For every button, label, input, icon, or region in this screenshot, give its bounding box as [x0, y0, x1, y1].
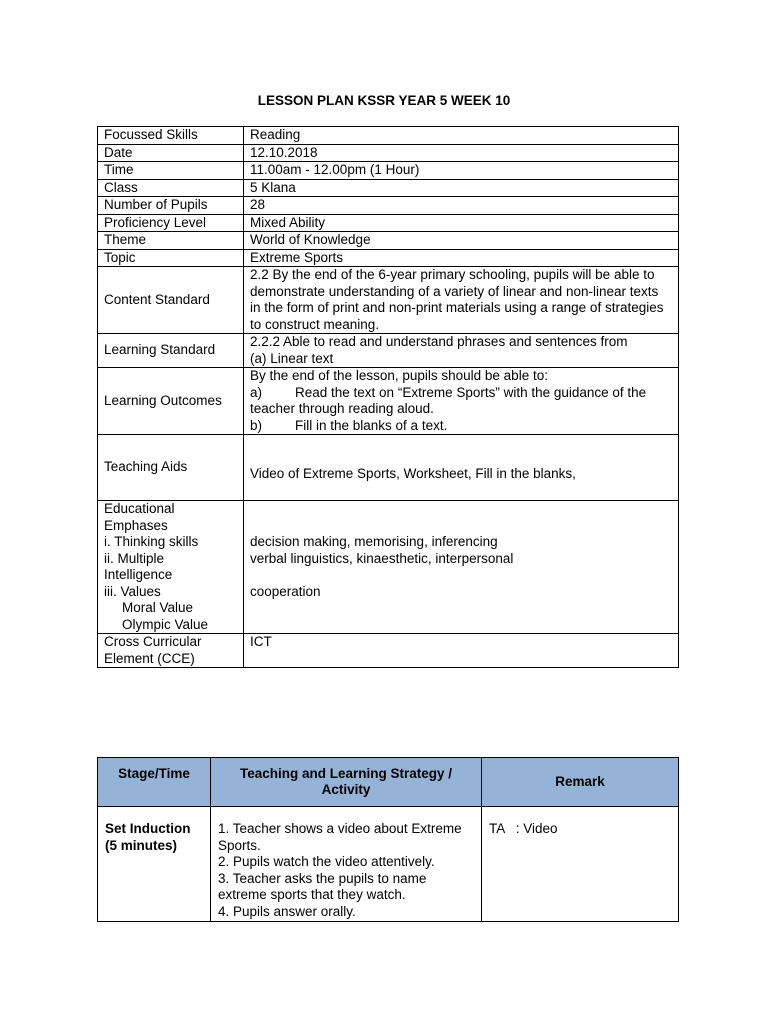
page-title: LESSON PLAN KSSR YEAR 5 WEEK 10 [257, 93, 511, 108]
table-row [98, 267, 679, 334]
text-line: Cross Curricular [104, 634, 202, 649]
table-row [98, 435, 679, 501]
table-row [98, 807, 679, 922]
table-row [98, 368, 679, 435]
remark-cell: TA : Video [482, 807, 679, 922]
table-row [98, 249, 679, 267]
list-item: 2. Pupils watch the video attentively. [218, 854, 435, 869]
list-marker: b) [250, 417, 263, 433]
cell-label: Theme [98, 232, 244, 250]
spacer [250, 567, 672, 584]
table-row [98, 197, 679, 215]
lesson-info-table [97, 126, 679, 668]
text-line: Moral Value [122, 600, 194, 615]
cell-label [98, 501, 244, 634]
header-stage: Stage/Time [98, 758, 211, 807]
text-line: 2.2.2 Able to read and understand phrases and sentences from [250, 334, 628, 349]
cell-label [98, 634, 244, 668]
cell-label: Time [98, 162, 244, 180]
cell-value: World of Knowledge [244, 232, 679, 250]
header-strategy: Teaching and Learning Strategy / Activity [211, 758, 482, 807]
list-item: 1. Teacher shows a video about Extreme Sports. [218, 821, 462, 853]
cell-label: Focussed Skills [98, 127, 244, 145]
text-line: By the end of the lesson, pupils should be able to: [250, 368, 548, 383]
text-line: ii. Multiple [104, 550, 165, 566]
cell-value: 28 [244, 197, 679, 215]
cell-value: Reading [244, 127, 679, 145]
table-row [98, 127, 679, 145]
header-remark: Remark [482, 758, 679, 807]
lesson-plan-table [97, 757, 679, 922]
cell-value [244, 501, 679, 634]
outcome-text: Fill in the blanks of a text. [295, 417, 448, 433]
cell-label: Learning Outcomes [98, 368, 244, 435]
cell-value [244, 334, 679, 368]
text-line: verbal linguistics, kinaesthetic, interpersonal [250, 550, 514, 566]
table-row [98, 144, 679, 162]
text-line: (a) Linear text [250, 350, 334, 366]
text-line: Set Induction [105, 821, 191, 836]
table-row [98, 334, 679, 368]
cell-value: 2.2 By the end of the 6-year primary schooling, pupils will be able to demonstrate understanding of a variety of linear and non-linear texts in the form of print and non-print materials using a range of strategies to construct meaning. [244, 267, 679, 334]
cell-label: Number of Pupils [98, 197, 244, 215]
cell-value: Extreme Sports [244, 249, 679, 267]
table-row [98, 634, 679, 668]
list-item: 3. Teacher asks the pupils to name extreme sports that they watch. [218, 870, 427, 902]
cell-label: Class [98, 179, 244, 197]
text-line: (5 minutes) [105, 837, 178, 853]
cell-label: Learning Standard [98, 334, 244, 368]
cell-label: Content Standard [98, 267, 244, 334]
text-line: cooperation [250, 583, 321, 599]
cell-label: Teaching Aids [98, 435, 244, 501]
cell-value: 5 Klana [244, 179, 679, 197]
cell-value: Mixed Ability [244, 214, 679, 232]
list-item: 4. Pupils answer orally. [218, 903, 356, 919]
table-row [98, 179, 679, 197]
outcome-b [250, 418, 672, 435]
cell-value: ICT [244, 634, 679, 668]
table-row [98, 214, 679, 232]
cell-label: Date [98, 144, 244, 162]
cell-label: Proficiency Level [98, 214, 244, 232]
cell-value [244, 368, 679, 435]
stage-cell [98, 807, 211, 922]
list-marker: a) [250, 384, 263, 400]
outcome-text: Read the text on “Extreme Sports” with the guidance of the teacher through reading aloud. [250, 384, 647, 416]
cell-label: Topic [98, 249, 244, 267]
table-header-row [98, 758, 679, 807]
outcome-a [250, 385, 672, 418]
text-line: iii. Values [104, 583, 161, 599]
text-line: Olympic Value [122, 616, 209, 632]
text-line: Intelligence [104, 567, 173, 582]
text-line: Emphases [104, 517, 168, 533]
table-row [98, 501, 679, 634]
strategy-cell [211, 807, 482, 922]
text-line: Element (CCE) [104, 650, 195, 666]
text-line: i. Thinking skills [104, 534, 199, 549]
cell-value: Video of Extreme Sports, Worksheet, Fill in the blanks, [244, 435, 679, 501]
table-row [98, 162, 679, 180]
cell-value: 11.00am - 12.00pm (1 Hour) [244, 162, 679, 180]
text-line: decision making, memorising, inferencing [250, 534, 498, 549]
text-line: Educational [104, 501, 175, 516]
cell-value: 12.10.2018 [244, 144, 679, 162]
table-row [98, 232, 679, 250]
